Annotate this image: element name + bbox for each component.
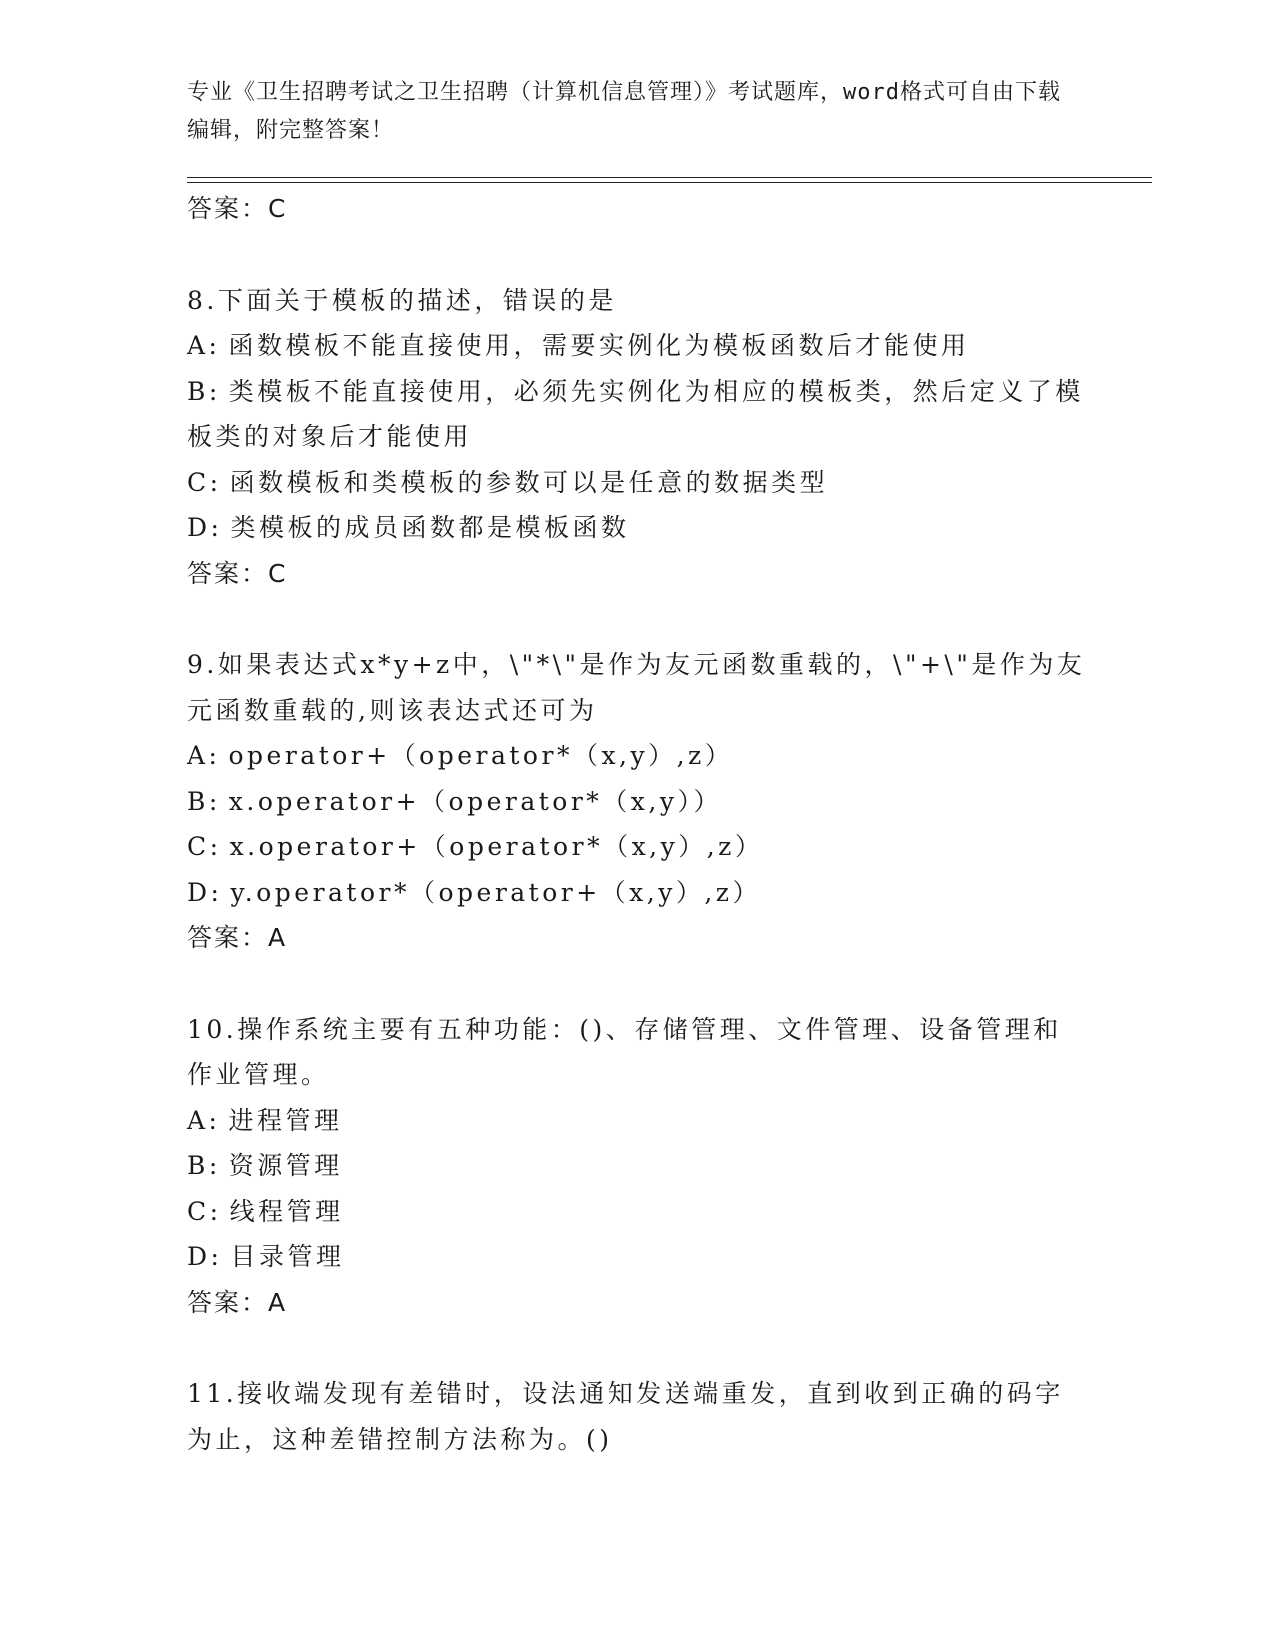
option-text: x.operator+（operator*（x,y）,z） [229,832,764,861]
option-text: 进程管理 [228,1105,343,1135]
question-11 [187,1371,1087,1462]
option-letter: D: [187,877,223,907]
option-letter: C: [187,832,222,861]
option-b [187,779,1087,825]
header-divider-bottom [187,182,1152,183]
option-text: 目录管理 [230,1242,345,1271]
option-letter: C: [187,467,222,497]
option-c [187,824,1087,870]
answer-label: 答案：A [187,1287,288,1317]
option-d [187,1234,1087,1280]
question-text: 10.操作系统主要有五种功能：()、存储管理、文件管理、设备管理和作业管理。 [187,1014,1062,1089]
document-header: 专业《卫生招聘考试之卫生招聘（计算机信息管理）》考试题库，word格式可自由下载编辑，附完整答案！ [187,80,1061,143]
question-list [187,186,1087,1462]
option-letter: B: [187,1151,221,1180]
option-letter: B: [187,786,221,816]
option-letter: B: [187,376,221,406]
answer-label: 答案：C [187,194,288,223]
option-letter: D: [187,513,223,542]
option-b [187,1143,1087,1189]
option-text: y.operator*（operator+（x,y）,z） [230,877,761,907]
option-d [187,870,1087,916]
question-text: 11.接收端发现有差错时，设法通知发送端重发，直到收到正确的码字为止，这种差错控制方法称为。() [187,1379,1064,1454]
option-text: 资源管理 [228,1151,343,1180]
option-text: 类模板不能直接使用，必须先实例化为相应的模板类，然后定义了模板类的对象后才能使用 [187,376,1084,451]
question-10 [187,1007,1087,1326]
question-8 [187,278,1087,597]
option-c [187,460,1087,506]
option-a [187,323,1087,369]
option-letter: A: [187,741,221,770]
answer-label: 答案：C [187,558,288,588]
option-letter: D: [187,1242,223,1271]
option-a [187,733,1087,779]
option-text: 类模板的成员函数都是模板函数 [230,513,630,542]
option-text: 线程管理 [229,1196,344,1226]
answer-label: 答案：A [187,923,288,952]
option-letter: A: [187,331,221,360]
option-letter: C: [187,1196,222,1226]
option-text: x.operator+（operator*（x,y）） [228,786,722,816]
option-text: operator+（operator*（x,y）,z） [228,741,734,770]
question-text: 8.下面关于模板的描述，错误的是 [187,285,617,315]
option-letter: A: [187,1105,221,1135]
question-text: 9.如果表达式x*y+z中，\"*\"是作为友元函数重载的，\"+\"是作为友元函数重载的,则该表达式还可为 [187,650,1086,725]
option-text: 函数模板和类模板的参数可以是任意的数据类型 [229,467,829,497]
header-divider-top [187,177,1152,178]
option-a [187,1098,1087,1144]
option-c [187,1189,1087,1235]
option-d [187,505,1087,551]
question-9 [187,642,1087,961]
option-b [187,369,1087,460]
option-text: 函数模板不能直接使用，需要实例化为模板函数后才能使用 [228,331,970,360]
